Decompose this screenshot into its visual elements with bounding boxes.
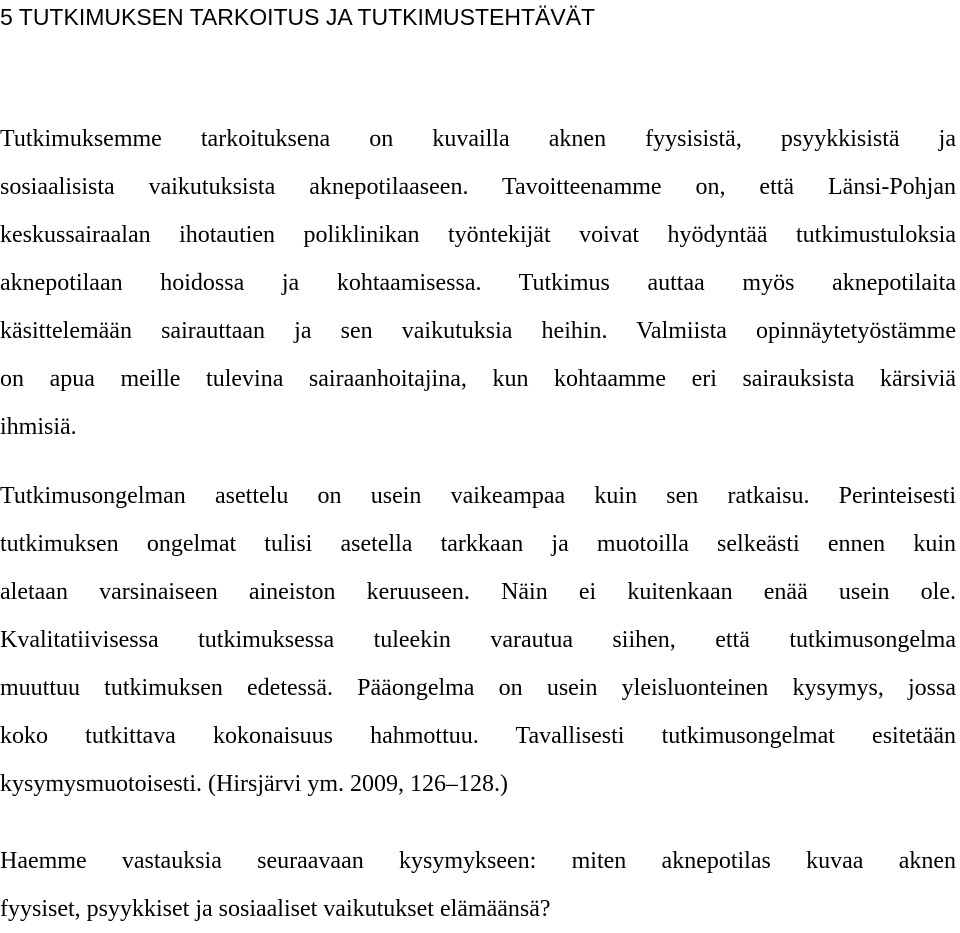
text-line: sosiaalisista vaikutuksista aknepotilaaseen. Tavoitteenamme on, että Länsi-Pohjan [0, 174, 956, 200]
paragraph-research-problem [0, 472, 956, 808]
paragraph-purpose [0, 115, 956, 451]
text-line: käsittelemään sairauttaan ja sen vaikutuksia heihin. Valmiista opinnäytetyöstämme [0, 318, 956, 344]
paragraph-research-question [0, 837, 956, 933]
text-line: keskussairaalan ihotautien poliklinikan työntekijät voivat hyödyntää tutkimustuloksia [0, 222, 956, 248]
text-line: Kvalitatiivisessa tutkimuksessa tuleekin varautua siihen, että tutkimusongelma [0, 627, 956, 653]
text-line: kysymysmuotoisesti. (Hirsjärvi ym. 2009, 126–128.) [0, 771, 508, 797]
text-line: Tutkimuksemme tarkoituksena on kuvailla aknen fyysisistä, psyykkisistä ja [0, 126, 956, 152]
text-line: koko tutkittava kokonaisuus hahmottuu. Tavallisesti tutkimusongelmat esitetään [0, 723, 956, 749]
text-line: Tutkimusongelman asettelu on usein vaikeampaa kuin sen ratkaisu. Perinteisesti [0, 483, 956, 509]
text-line: aknepotilaan hoidossa ja kohtaamisessa. Tutkimus auttaa myös aknepotilaita [0, 270, 956, 296]
text-line: muuttuu tutkimuksen edetessä. Pääongelma on usein yleisluonteinen kysymys, jossa [0, 675, 956, 701]
section-heading: 5 TUTKIMUKSEN TARKOITUS JA TUTKIMUSTEHTÄVÄT [0, 4, 596, 30]
text-line: on apua meille tulevina sairaanhoitajina, kun kohtaamme eri sairauksista kärsiviä [0, 366, 956, 392]
text-line: tutkimuksen ongelmat tulisi asetella tarkkaan ja muotoilla selkeästi ennen kuin [0, 531, 956, 557]
text-line: aletaan varsinaiseen aineiston keruuseen. Näin ei kuitenkaan enää usein ole. [0, 579, 956, 605]
text-line: Haemme vastauksia seuraavaan kysymykseen: miten aknepotilas kuvaa aknen [0, 848, 956, 874]
text-line: ihmisiä. [0, 414, 77, 440]
text-line: fyysiset, psyykkiset ja sosiaaliset vaikutukset elämäänsä? [0, 896, 551, 922]
